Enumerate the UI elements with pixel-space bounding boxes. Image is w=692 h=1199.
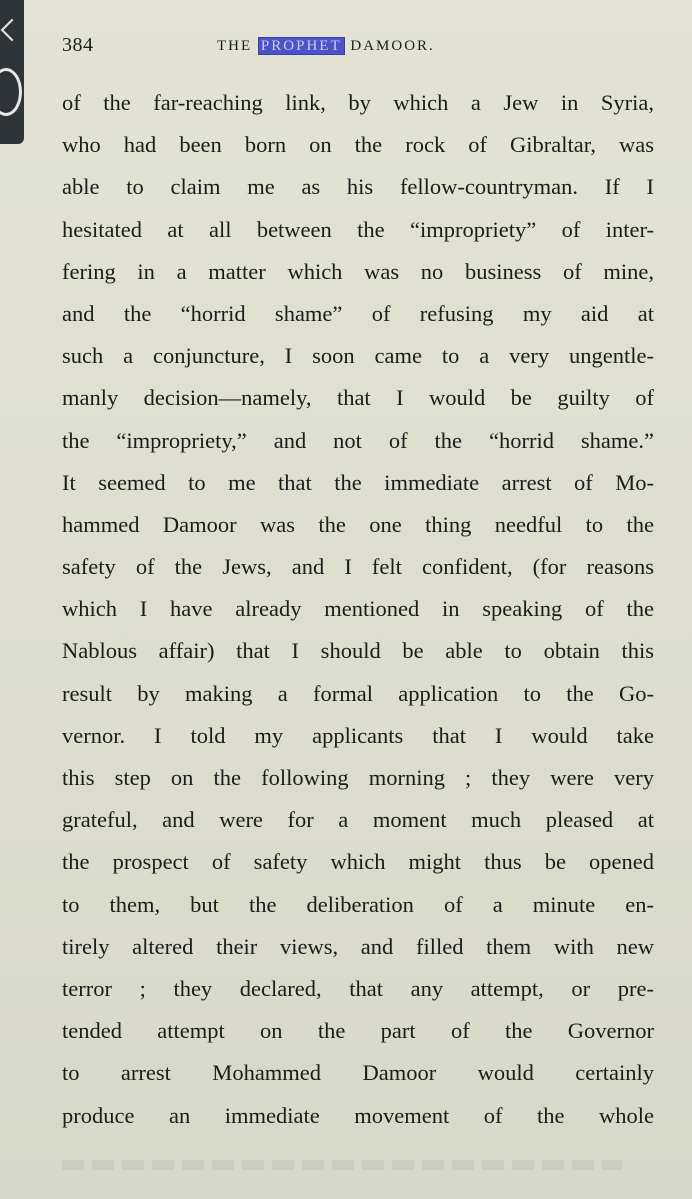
- text-line: tirely altered their views, and filled them with new: [62, 933, 654, 959]
- text-line: to arrest Mohammed Damoor would certainly: [62, 1060, 654, 1086]
- running-header: [62, 34, 654, 64]
- text-line: grateful, and were for a moment much pleased at: [62, 807, 654, 833]
- text-line: tended attempt on the part of the Governor: [62, 1018, 654, 1044]
- text-line: fering in a matter which was no business of mine,: [62, 258, 654, 284]
- running-title-prefix: THE: [217, 38, 258, 54]
- text-line: who had been born on the rock of Gibraltar, was: [62, 132, 654, 158]
- running-title-suffix: DAMOOR.: [344, 38, 435, 54]
- text-line: which I have already mentioned in speaking of the: [62, 596, 654, 622]
- chevron-up-icon: [1, 19, 24, 42]
- text-line: this step on the following morning ; they were very: [62, 765, 654, 790]
- text-line: safety of the Jews, and I felt confident, (for reasons: [62, 554, 654, 580]
- text-line: manly decision—namely, that I would be guilty of: [62, 385, 654, 411]
- text-line: to them, but the deliberation of a minute en-: [62, 891, 654, 917]
- side-panel-tab[interactable]: [0, 0, 24, 144]
- running-title: [217, 38, 435, 55]
- text-line: vernor. I told my applicants that I would take: [62, 722, 654, 748]
- text-line: hesitated at all between the “impropriety” of inter-: [62, 216, 654, 242]
- page-number: 384: [62, 34, 94, 56]
- text-line: the prospect of safety which might thus be opened: [62, 849, 654, 875]
- text-line: able to claim me as his fellow-countryman. If I: [62, 174, 654, 200]
- page-body-text: [62, 88, 654, 1143]
- text-line: It seemed to me that the immediate arrest of Mo-: [62, 469, 654, 495]
- text-line: of the far-reaching link, by which a Jew in Syria,: [62, 90, 654, 115]
- text-line: produce an immediate movement of the whole: [62, 1102, 654, 1128]
- text-line: hammed Damoor was the one thing needful to the: [62, 511, 654, 537]
- text-line: result by making a formal application to the Go-: [62, 680, 654, 706]
- text-line: and the “horrid shame” of refusing my aid at: [62, 300, 654, 326]
- text-line: the “impropriety,” and not of the “horrid shame.”: [62, 427, 654, 453]
- text-line: such a conjuncture, I soon came to a very ungentle-: [62, 343, 654, 369]
- search-highlight[interactable]: PROPHET: [258, 37, 345, 55]
- show-through-text: [62, 1160, 622, 1170]
- text-line: Nablous affair) that I should be able to obtain this: [62, 638, 654, 664]
- circle-icon: [0, 68, 22, 116]
- text-line: terror ; they declared, that any attempt, or pre-: [62, 975, 654, 1001]
